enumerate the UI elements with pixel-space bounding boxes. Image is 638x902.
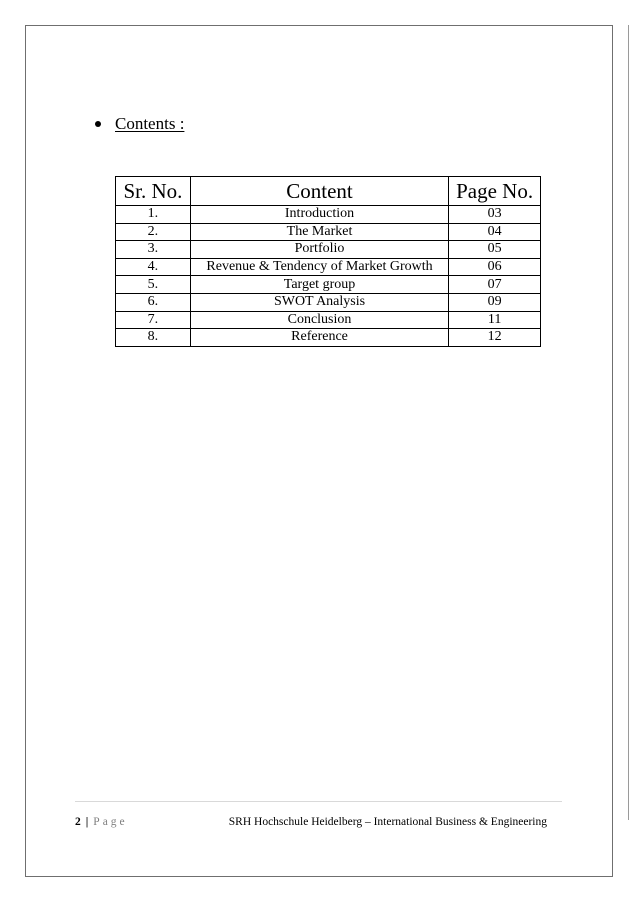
table-row — [116, 276, 541, 294]
header-sr-no: Sr. No. — [116, 177, 191, 206]
footer-divider — [75, 801, 562, 802]
table-row — [116, 258, 541, 276]
sr-no-cell: 3. — [116, 241, 191, 259]
sr-no-cell: 8. — [116, 329, 191, 347]
page-border-shadow — [628, 25, 629, 820]
content-cell: Introduction — [190, 206, 448, 224]
sr-no-cell: 6. — [116, 293, 191, 311]
contents-table — [115, 176, 541, 347]
page-no-cell: 11 — [449, 311, 541, 329]
table-header-row — [116, 177, 541, 206]
contents-heading — [95, 113, 184, 135]
footer-separator: | — [85, 816, 89, 828]
content-cell: Conclusion — [190, 311, 448, 329]
header-content: Content — [190, 177, 448, 206]
page-no-cell: 07 — [449, 276, 541, 294]
table-row — [116, 241, 541, 259]
sr-no-cell: 7. — [116, 311, 191, 329]
page-border-right — [612, 25, 613, 877]
page-no-cell: 04 — [449, 223, 541, 241]
content-cell: The Market — [190, 223, 448, 241]
content-cell: Portfolio — [190, 241, 448, 259]
sr-no-cell: 4. — [116, 258, 191, 276]
page-no-cell: 09 — [449, 293, 541, 311]
content-cell: SWOT Analysis — [190, 293, 448, 311]
table-row — [116, 206, 541, 224]
sr-no-cell: 2. — [116, 223, 191, 241]
content-cell: Revenue & Tendency of Market Growth — [190, 258, 448, 276]
sr-no-cell: 5. — [116, 276, 191, 294]
sr-no-cell: 1. — [116, 206, 191, 224]
table-row — [116, 329, 541, 347]
page-no-cell: 05 — [449, 241, 541, 259]
page-border-top — [25, 25, 613, 26]
content-cell: Reference — [190, 329, 448, 347]
table-row — [116, 293, 541, 311]
bullet-icon — [95, 121, 101, 127]
footer-institution: SRH Hochschule Heidelberg – International Business & Engineering — [228, 816, 547, 828]
content-cell: Target group — [190, 276, 448, 294]
page-no-cell: 06 — [449, 258, 541, 276]
table-row — [116, 223, 541, 241]
contents-heading-text: Contents : — [115, 114, 185, 133]
page-border-left — [25, 25, 26, 877]
page-no-cell: 12 — [449, 329, 541, 347]
table-row — [116, 311, 541, 329]
page-border-bottom — [25, 876, 613, 877]
header-page-no: Page No. — [449, 177, 541, 206]
page-no-cell: 03 — [449, 206, 541, 224]
footer-page-number: 2 — [75, 816, 81, 828]
page-footer — [75, 815, 547, 829]
footer-page-word: Page — [93, 816, 128, 828]
footer-page-info — [75, 815, 128, 829]
